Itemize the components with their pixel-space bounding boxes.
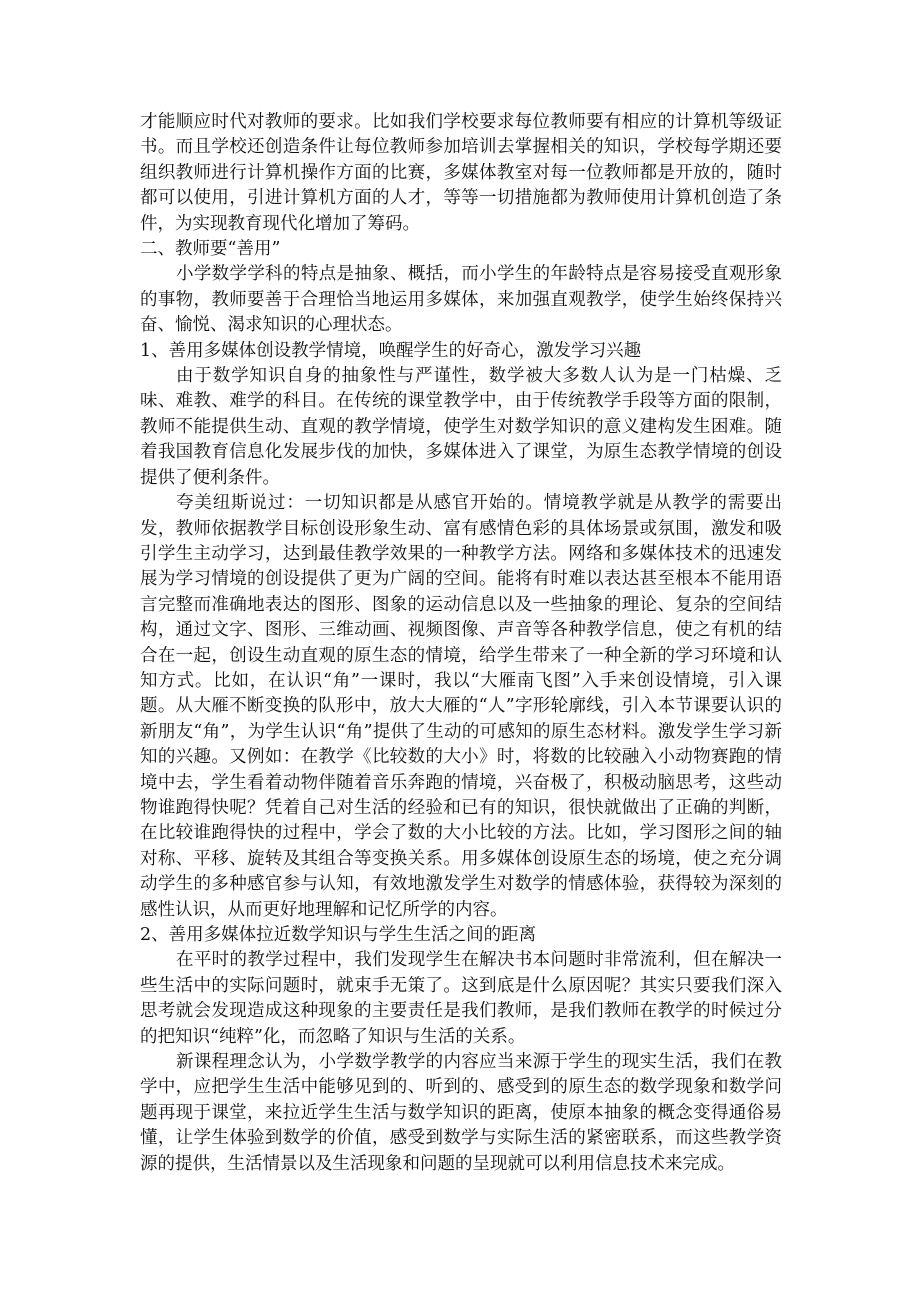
paragraph-continuation: 才能顺应时代对教师的要求。比如我们学校要求每位教师要有相应的计算机等级证书。而且学校还创造条件让每位教师参加培训去掌握相关的知识，学校每学期还要组织教师进行计算机操作方面的比赛，多媒体教室对每一位教师都是开放的，随时都可以使用，引进计算机方面的人才，等等一切措施都为教师使用计算机创造了条件，为实现教育现代化增加了筹码。 <box>140 112 782 234</box>
section-heading: 二、教师要“善用” <box>140 239 281 260</box>
body-paragraph: 夸美纽斯说过：一切知识都是从感官开始的。情境教学就是从教学的需要出发，教师依据教学目标创设形象生动、富有感情色彩的具体场景或氛围，激发和吸引学生主动学习，达到最佳教学效果的一种教学方法。网络和多媒体技术的迅速发展为学习情境的创设提供了更为广阔的空间。能将有时难以表达甚至根本不能用语言完整而准确地表达的图形、图象的运动信息以及一些抽象的理论、复杂的空间结构，通过文字、图形、三维动画、视频图像、声音等各种教学信息，使之有机的结合在一起，创设生动直观的原生态的情境，给学生带来了一种全新的学习环境和认知方式。比如，在认识“角”一课时，我以“大雁南飞图”入手来创设情境，引入课题。从大雁不断变换的队形中，放大大雁的“人”字形轮廓线，引入本节课要认识的新朋友“角”，为学生认识“角”提供了生动的可感知的原生态材料。激发学生学习新知的兴趣。又例如：在教学《比较数的大小》时，将数的比较融入小动物赛跑的情境中去，学生看着动物伴随着音乐奔跑的情境，兴奋极了，积极动脑思考，这些动物谁跑得快呢？凭着自己对生活的经验和已有的知识，很快就做出了正确的判断，在比较谁跑得快的过程中，学会了数的大小比较的方法。比如，学习图形之间的轴对称、平移、旋转及其组合等变换关系。用多媒体创设原生态的场境，使之充分调动学生的多种感官参与认知，有效地激发学生对数学的情感体验，获得较为深刻的感性认识，从而更好地理解和记忆所学的内容。 <box>140 493 782 920</box>
body-paragraph: 小学数学学科的特点是抽象、概括，而小学生的年龄特点是容易接受直观形象的事物，教师要善于合理恰当地运用多媒体，来加强直观教学，使学生始终保持兴奋、愉悦、渴求知识的心理状态。 <box>140 264 782 336</box>
subsection-heading: 1、善用多媒体创设教学情境，唤醒学生的好奇心，激发学习兴趣 <box>140 340 642 361</box>
body-paragraph: 由于数学知识自身的抽象性与严谨性，数学被大多数人认为是一门枯燥、乏味、难教、难学的科目。在传统的课堂教学中，由于传统教学手段等方面的限制，教师不能提供生动、直观的教学情境，使学生对数学知识的意义建构发生困难。随着我国教育信息化发展步伐的加快，多媒体进入了课堂，为原生态教学情境的创设提供了便利条件。 <box>140 366 782 488</box>
document-body <box>140 110 782 1177</box>
body-paragraph: 在平时的教学过程中，我们发现学生在解决书本问题时非常流利，但在解决一些生活中的实际问题时，就束手无策了。这到底是什么原因呢？其实只要我们深入思考就会发现造成这种现象的主要责任是我们教师，是我们教师在教学的时候过分的把知识“纯粹”化，而忽略了知识与生活的关系。 <box>140 950 782 1047</box>
subsection-heading: 2、善用多媒体拉近数学知识与学生生活之间的距离 <box>140 925 537 945</box>
body-paragraph: 新课程理念认为，小学数学教学的内容应当来源于学生的现实生活，我们在教学中，应把学生生活中能够见到的、听到的、感受到的原生态的数学现象和数学问题再现于课堂，来拉近学生生活与数学知识的距离，使原本抽象的概念变得通俗易懂，让学生体验到数学的价值，感受到数学与实际生活的紧密联系，而这些教学资源的提供，生活情景以及生活现象和问题的呈现就可以利用信息技术来完成。 <box>140 1052 782 1174</box>
